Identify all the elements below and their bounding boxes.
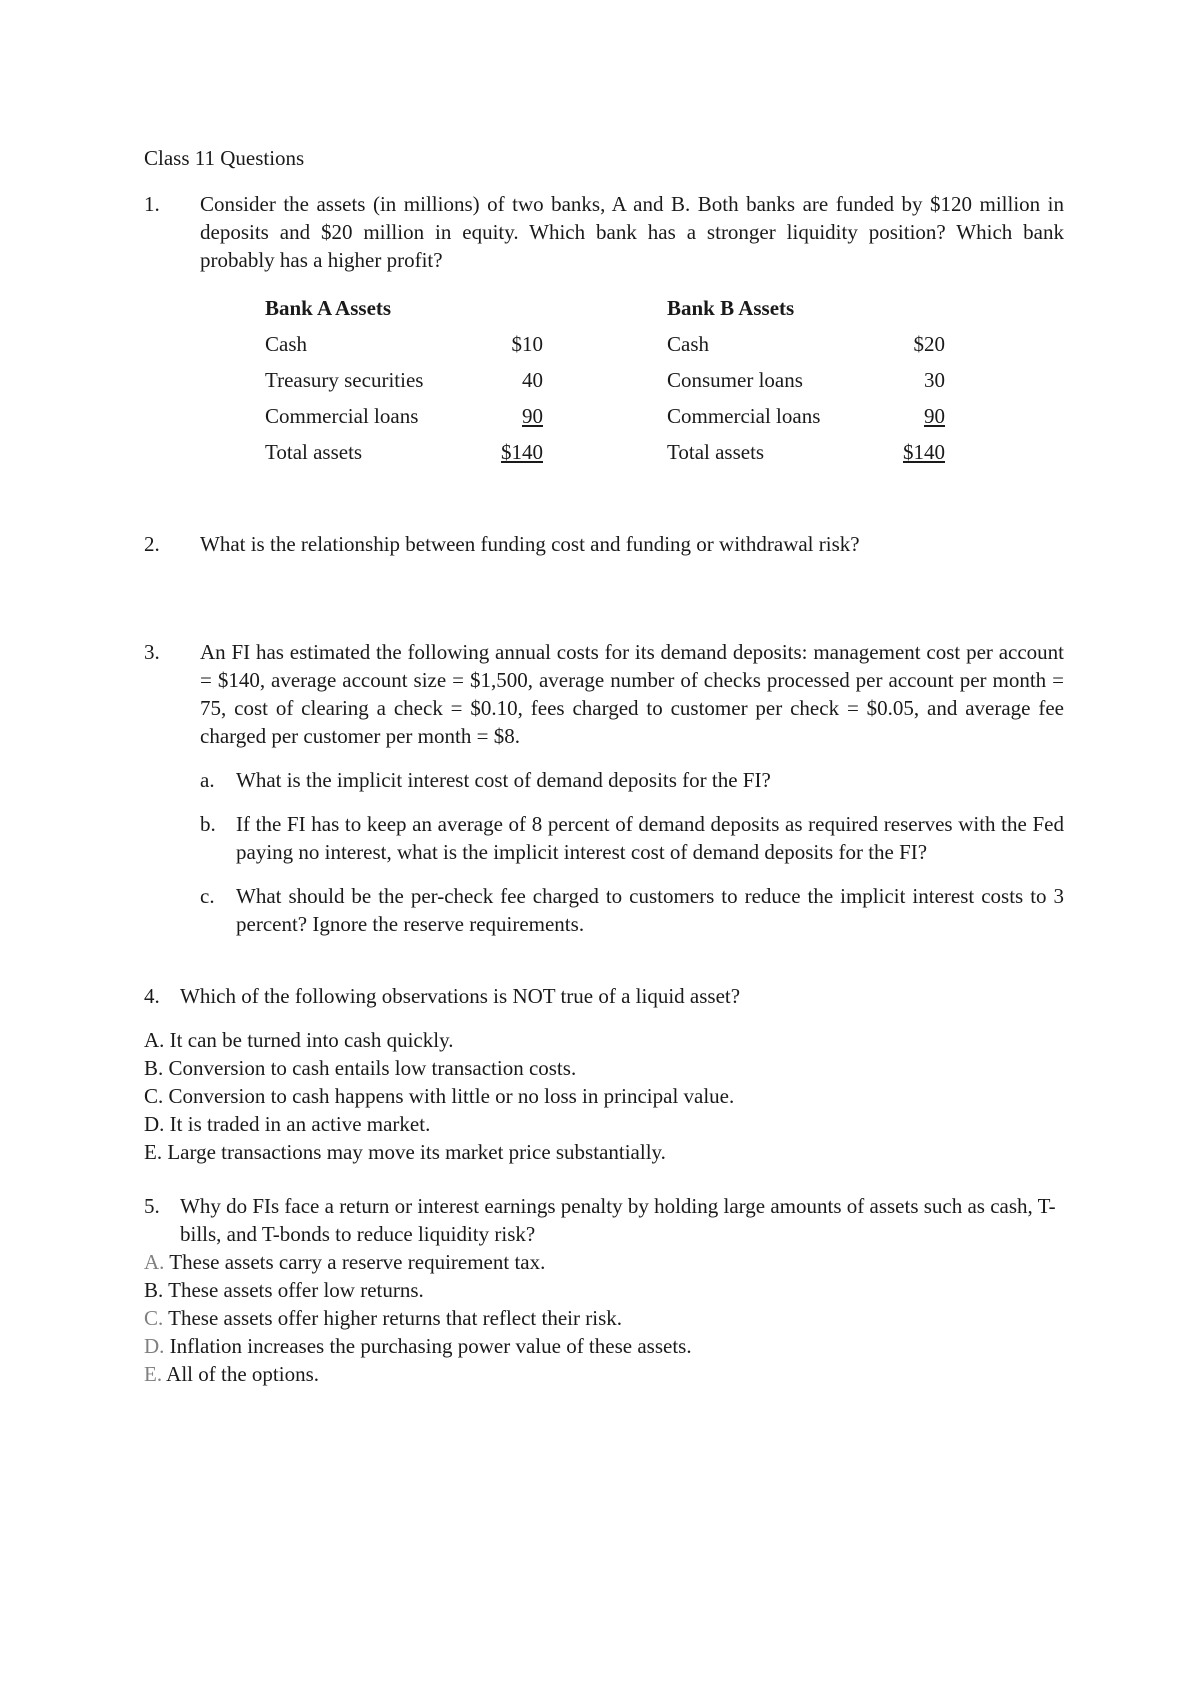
bank-a-row-label: Treasury securities — [265, 368, 424, 392]
question-3 — [144, 638, 1064, 750]
question-text: An FI has estimated the following annual costs for its demand deposits: management cost per account = $140, average account size = $1,500, average number of checks processed per account per month = 75, cost of clearing a check = $0.10, fees charged to customer per check = $0.05, and average fee charged per customer per month = $8. — [200, 640, 1064, 748]
question-text: What is the relationship between funding cost and funding or withdrawal risk? — [200, 532, 860, 556]
sub-question-label: b. — [200, 812, 216, 836]
bank-a-row-value: 90 — [522, 404, 543, 428]
bank-b-row-value: 30 — [924, 368, 945, 392]
option-text: These assets offer higher returns that reflect their risk. — [168, 1306, 622, 1330]
option-text: These assets offer low returns. — [168, 1278, 424, 1302]
option-text: All of the options. — [166, 1362, 319, 1386]
bank-a-row-label: Cash — [265, 332, 307, 356]
sub-question-label: a. — [200, 768, 215, 792]
question-number: 5. — [144, 1194, 160, 1218]
option-letter: B. — [144, 1278, 164, 1302]
question-number: 2. — [144, 532, 160, 556]
option-letter: E. — [144, 1362, 163, 1386]
bank-b-row-value: $20 — [913, 332, 945, 356]
option-letter: B. — [144, 1056, 164, 1080]
option-letter: C. — [144, 1084, 164, 1108]
bank-b-header: Bank B Assets — [667, 296, 795, 320]
sub-question-c — [200, 882, 1064, 938]
table-row — [265, 330, 945, 366]
bank-a-total-value: $140 — [501, 440, 543, 464]
sub-question-b — [200, 810, 1064, 866]
option-text: These assets carry a reserve requirement tax. — [169, 1250, 546, 1274]
option-text: Conversion to cash happens with little or no loss in principal value. — [168, 1084, 735, 1108]
bank-a-row-label: Commercial loans — [265, 404, 419, 428]
option-letter: A. — [144, 1028, 165, 1052]
question-2 — [144, 530, 1064, 558]
answer-option — [144, 1110, 1064, 1138]
table-row — [265, 366, 945, 402]
option-letter: A. — [144, 1250, 165, 1274]
answer-option — [144, 1248, 1064, 1276]
answer-option — [144, 1276, 1064, 1304]
sub-question-text: If the FI has to keep an average of 8 percent of demand deposits as required reserves with the Fed paying no interest, what is the implicit interest cost of demand deposits for the FI? — [236, 812, 1064, 864]
answer-option — [144, 1304, 1064, 1332]
question-number: 4. — [144, 984, 160, 1008]
answer-options — [144, 1026, 1064, 1166]
question-1 — [144, 190, 1064, 474]
answer-option — [144, 1054, 1064, 1082]
bank-b-row-label: Consumer loans — [667, 368, 803, 392]
question-5 — [144, 1192, 1064, 1248]
option-text: It is traded in an active market. — [169, 1112, 431, 1136]
table-row — [265, 402, 945, 438]
bank-b-row-label: Cash — [667, 332, 709, 356]
option-letter: D. — [144, 1112, 165, 1136]
page-title: Class 11 Questions — [144, 146, 305, 170]
answer-option — [144, 1026, 1064, 1054]
question-4 — [144, 982, 1064, 1010]
question-text: Why do FIs face a return or interest earnings penalty by holding large amounts of assets such as cash, T-bills, and T-bonds to reduce liquidity risk? — [180, 1194, 1056, 1246]
bank-assets-table — [265, 294, 945, 474]
option-letter: E. — [144, 1140, 163, 1164]
bank-b-row-label: Commercial loans — [667, 404, 821, 428]
option-letter: D. — [144, 1334, 165, 1358]
option-text: Large transactions may move its market price substantially. — [167, 1140, 666, 1164]
question-number: 1. — [144, 192, 160, 216]
bank-b-total-value: $140 — [903, 440, 945, 464]
answer-option — [144, 1332, 1064, 1360]
question-text: Which of the following observations is NOT true of a liquid asset? — [180, 984, 741, 1008]
bank-a-row-value: $10 — [511, 332, 543, 356]
answer-option — [144, 1360, 1064, 1388]
answer-option — [144, 1138, 1064, 1166]
option-text: Inflation increases the purchasing power value of these assets. — [169, 1334, 692, 1358]
question-text: Consider the assets (in millions) of two banks, A and B. Both banks are funded by $120 million in deposits and $20 million in equity. Which bank has a stronger liquidity position? Which bank probably has a higher profit? — [200, 192, 1064, 272]
sub-question-label: c. — [200, 884, 215, 908]
bank-a-header: Bank A Assets — [265, 296, 392, 320]
table-header-row — [265, 294, 945, 330]
question-number: 3. — [144, 640, 160, 664]
document-page — [144, 144, 1064, 1388]
table-total-row — [265, 438, 945, 474]
option-text: Conversion to cash entails low transaction costs. — [168, 1056, 577, 1080]
option-text: It can be turned into cash quickly. — [169, 1028, 454, 1052]
answer-options — [144, 1248, 1064, 1388]
bank-b-total-label: Total assets — [667, 440, 765, 464]
sub-question-text: What is the implicit interest cost of demand deposits for the FI? — [236, 768, 771, 792]
sub-question-text: What should be the per-check fee charged to customers to reduce the implicit interest costs to 3 percent? Ignore the reserve requirements. — [236, 884, 1064, 936]
option-letter: C. — [144, 1306, 164, 1330]
sub-question-a — [200, 766, 1064, 794]
bank-a-total-label: Total assets — [265, 440, 363, 464]
bank-a-row-value: 40 — [522, 368, 543, 392]
answer-option — [144, 1082, 1064, 1110]
bank-b-row-value: 90 — [924, 404, 945, 428]
